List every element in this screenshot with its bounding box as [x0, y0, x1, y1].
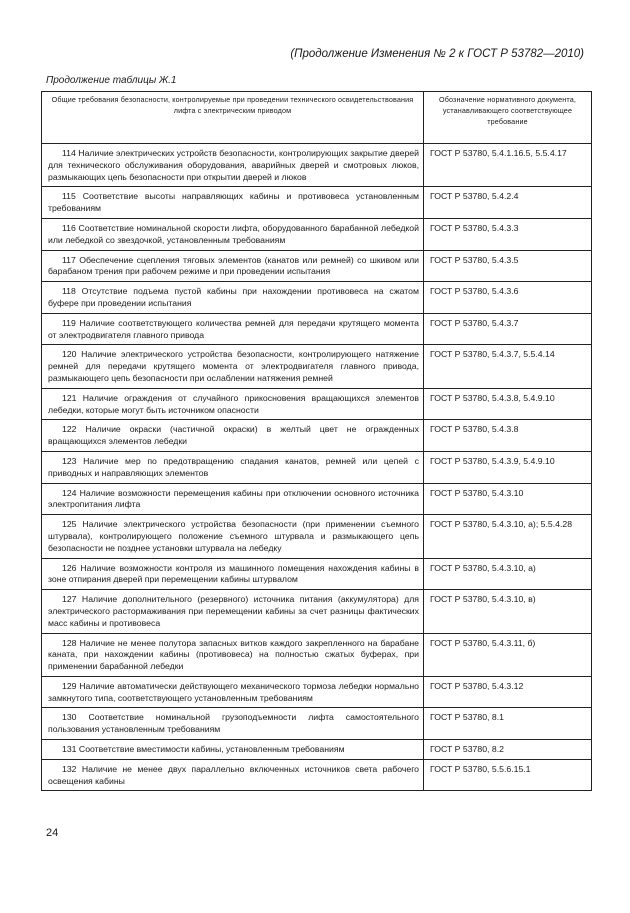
table-row: [42, 282, 592, 314]
table-row: [42, 708, 592, 740]
reference-cell: ГОСТ Р 53780, 5.4.3.7: [424, 313, 592, 345]
column-header-requirements: Общие требования безопасности, контролируемые при проведении технического освидетельствования лифта с электрическим приводом: [42, 92, 424, 144]
reference-cell: ГОСТ Р 53780, 5.4.1.16.5, 5.5.4.17: [424, 144, 592, 187]
requirement-cell: [42, 759, 424, 791]
reference-cell: ГОСТ Р 53780, 5.4.3.7, 5.5.4.14: [424, 345, 592, 388]
requirement-text: Соответствие вместимости кабины, установленным требованиям: [78, 744, 345, 755]
requirement-cell: [42, 558, 424, 590]
reference-cell: ГОСТ Р 53780, 5.5.6.15.1: [424, 759, 592, 791]
table-row: [42, 313, 592, 345]
requirement-cell: [42, 420, 424, 452]
requirement-cell: [42, 345, 424, 388]
table-row: [42, 420, 592, 452]
table-row: [42, 759, 592, 791]
column-header-reference: Обозначение нормативного документа, устанавливающего соответствующее требование: [424, 92, 592, 144]
requirement-text: Наличие соответствующего количества ремней для передачи крутящего момента от электродвигателя главного привода: [48, 317, 419, 340]
requirement-number: 132: [62, 763, 77, 774]
requirement-cell: [42, 451, 424, 483]
requirement-number: 123: [62, 455, 77, 466]
reference-cell: ГОСТ Р 53780, 5.4.3.9, 5.4.9.10: [424, 451, 592, 483]
requirement-number: 117: [62, 254, 76, 265]
requirement-number: 128: [62, 637, 77, 648]
reference-cell: ГОСТ Р 53780, 5.4.3.5: [424, 250, 592, 282]
reference-cell: ГОСТ Р 53780, 5.4.3.10, в): [424, 590, 592, 633]
reference-cell: ГОСТ Р 53780, 5.4.2.4: [424, 187, 592, 219]
requirement-text: Наличие электрических устройств безопасности, контролирующих закрытие дверей для технического обслуживания оборудования, аварийных дверей и смотровых люков, размыкающих цепь безопасности при открытии дверей и люков: [48, 148, 419, 182]
requirement-text: Отсутствие подъема пустой кабины при нахождении противовеса на сжатом буфере при проведении испытания: [48, 286, 419, 308]
requirement-text: Наличие электрического устройства безопасности, контролирующего натяжение ремней для передачи крутящего момента от электродвигателя главного привода, размыкающего цепь безопасности при ослаблении натяжения ремней: [48, 349, 419, 383]
requirement-number: 122: [62, 424, 77, 435]
requirement-text: Наличие электрического устройства безопасности (при применении съемного штурвала), контролирующего положение съемного штурвала и размыкающего цепь безопасности не позднее установки штурвала на лебедку: [48, 519, 419, 553]
requirement-text: Наличие ограждения от случайного прикосновения вращающихся элементов лебедки, которые могут быть источником опасности: [48, 392, 419, 415]
reference-cell: ГОСТ Р 53780, 5.4.3.10: [424, 483, 592, 515]
requirement-cell: [42, 388, 424, 420]
requirement-text: Соответствие номинальной скорости лифта, оборудованного барабанной лебедкой или лебедкой со звездочкой, установленным требованиям: [48, 222, 419, 245]
requirement-number: 125: [62, 519, 77, 530]
reference-cell: ГОСТ Р 53780, 5.4.3.8: [424, 420, 592, 452]
requirement-cell: [42, 590, 424, 633]
requirement-number: 114: [62, 148, 76, 158]
requirement-cell: [42, 633, 424, 676]
requirement-number: 126: [62, 562, 77, 573]
requirement-text: Наличие окраски (частичной окраски) в желтый цвет не огражденных вращающихся элементов лебедки: [48, 424, 420, 447]
requirement-number: 130: [62, 712, 77, 723]
requirement-number: 116: [62, 222, 76, 233]
requirement-number: 115: [62, 191, 76, 202]
reference-cell: ГОСТ Р 53780, 5.4.3.3: [424, 218, 592, 250]
table-row: [42, 740, 592, 760]
reference-cell: ГОСТ Р 53780, 8.1: [424, 708, 592, 740]
reference-cell: ГОСТ Р 53780, 5.4.3.8, 5.4.9.10: [424, 388, 592, 420]
table-row: [42, 388, 592, 420]
requirement-cell: [42, 187, 424, 219]
page-number: 24: [46, 827, 59, 839]
requirement-cell: [42, 144, 424, 187]
requirement-text: Наличие возможности контроля из машинного помещения нахождения кабины в зоне отпирания дверей при перемещении кабины штурвалом: [48, 562, 419, 585]
table-row: [42, 345, 592, 388]
requirement-text: Наличие дополнительного (резервного) источника питания (аккумулятора) для электрического растормаживания при перемещении кабины за счет разницы фактических масс кабины и противовеса: [48, 594, 420, 628]
requirement-number: 121: [62, 392, 77, 403]
requirement-cell: [42, 483, 424, 515]
requirement-cell: [42, 515, 424, 558]
requirement-number: 124: [62, 487, 77, 498]
requirement-text: Соответствие высоты направляющих кабины и противовеса установленным требованиям: [48, 191, 420, 214]
table-row: [42, 515, 592, 558]
table-row: [42, 558, 592, 590]
requirement-cell: [42, 282, 424, 314]
table-row: [42, 590, 592, 633]
requirement-number: 131: [62, 744, 77, 755]
requirement-text: Наличие возможности перемещения кабины при отключении основного источника электропитания лифта: [48, 487, 419, 510]
requirement-text: Наличие не менее полутора запасных витков каждого закрепленного на барабане каната, при нахождении кабины (противовеса) на полностью сжатых буферах, при применении барабанной лебедки: [48, 637, 419, 672]
table-row: [42, 218, 592, 250]
requirement-number: 118: [62, 286, 76, 297]
requirement-text: Наличие автоматически действующего механического тормоза лебедки нормально замкнутого типа, соответствующего установленным требованиям: [48, 680, 419, 703]
reference-cell: ГОСТ Р 53780, 5.4.3.11, б): [424, 633, 592, 676]
reference-cell: ГОСТ Р 53780, 5.4.3.10, а): [424, 558, 592, 590]
requirement-text: Соответствие номинальной грузоподъемности лифта самостоятельного пользования установленным требованиям: [48, 712, 419, 735]
table-row: [42, 633, 592, 676]
requirement-cell: [42, 676, 424, 708]
requirement-cell: [42, 313, 424, 345]
table-row: [42, 187, 592, 219]
requirement-number: 127: [62, 594, 77, 605]
table-row: [42, 144, 592, 187]
requirement-cell: [42, 708, 424, 740]
table-row: [42, 483, 592, 515]
requirement-text: Обеспечение сцепления тяговых элементов (канатов или ремней) со шкивом или барабаном трения при рабочем режиме и при проведении испытания: [48, 254, 419, 277]
requirement-text: Наличие не менее двух параллельно включенных источников света рабочего освещения кабины: [48, 763, 420, 786]
table-row: [42, 676, 592, 708]
table-row: [42, 451, 592, 483]
requirements-table: [41, 91, 592, 791]
requirement-text: Наличие мер по предотвращению спадания канатов, ремней или цепей с приводных и направляющих элементов: [48, 455, 420, 478]
table-row: [42, 250, 592, 282]
requirement-number: 120: [62, 349, 77, 360]
requirement-cell: [42, 218, 424, 250]
reference-cell: ГОСТ Р 53780, 8.2: [424, 740, 592, 760]
table-continuation-label: Продолжение таблицы Ж.1: [46, 75, 177, 86]
requirement-cell: [42, 740, 424, 760]
reference-cell: ГОСТ Р 53780, 5.4.3.6: [424, 282, 592, 314]
reference-cell: ГОСТ Р 53780, 5.4.3.12: [424, 676, 592, 708]
page-header: (Продолжение Изменения № 2 к ГОСТ Р 53782—2010): [290, 48, 584, 60]
reference-cell: ГОСТ Р 53780, 5.4.3.10, а); 5.5.4.28: [424, 515, 592, 558]
requirement-number: 119: [62, 317, 76, 328]
requirement-cell: [42, 250, 424, 282]
requirement-number: 129: [62, 680, 77, 691]
